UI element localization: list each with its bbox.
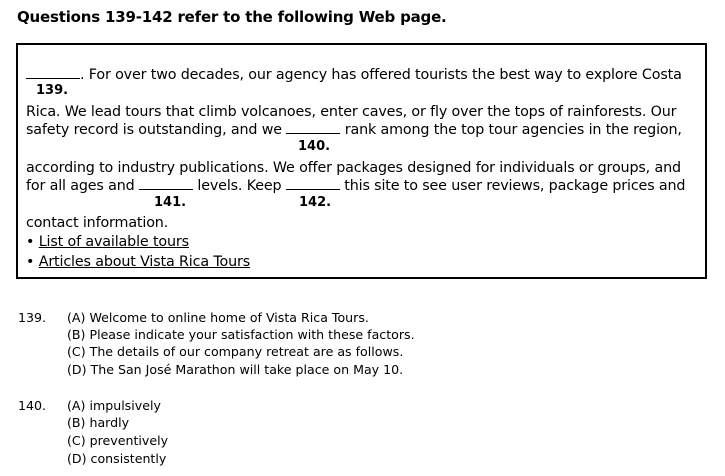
blank-139 (26, 66, 80, 79)
option-139-c: (C) The details of our company retreat are as follows. (67, 344, 404, 359)
passage-line-6: contact information. (26, 215, 169, 231)
option-140-a: (A) impulsively (67, 398, 161, 413)
passage-line-4: according to industry publications. We offer packages designed for individuals or groups, and (26, 160, 681, 176)
link-available-tours[interactable]: List of available tours (38, 234, 189, 250)
section-heading: Questions 139-142 refer to the following Web page. (17, 8, 447, 26)
link-item (26, 253, 250, 271)
blank-number-140: 140. (298, 139, 331, 154)
passage-text: rank among the top tour agencies in the region, (344, 122, 682, 138)
question-number-140: 140. (18, 398, 47, 413)
blank-number-139: 139. (36, 83, 69, 98)
bullet: • (26, 254, 35, 270)
option-140-d: (D) consistently (67, 451, 167, 466)
blank-140 (286, 121, 340, 134)
option-140-c: (C) preventively (67, 433, 169, 448)
passage-text: safety record is outstanding, and we (26, 122, 282, 138)
option-140-b: (B) hardly (67, 415, 130, 430)
blank-142 (286, 177, 340, 190)
bullet: • (26, 234, 35, 250)
option-139-d: (D) The San José Marathon will take place on May 10. (67, 362, 404, 377)
passage-text: . For over two decades, our agency has offered tourists the best way to explore Costa (80, 67, 682, 83)
question-number-139: 139. (18, 310, 47, 325)
passage-line-1 (26, 66, 682, 84)
option-139-a: (A) Welcome to online home of Vista Rica Tours. (67, 310, 369, 325)
passage-line-2: Rica. We lead tours that climb volcanoes, enter caves, or fly over the tops of rainforests. Our (26, 104, 677, 120)
passage-text: this site to see user reviews, package prices and (344, 178, 686, 194)
blank-number-142: 142. (299, 195, 332, 210)
passage-text: levels. Keep (197, 178, 282, 194)
link-item (26, 233, 189, 251)
passage-text: for all ages and (26, 178, 135, 194)
blank-141 (139, 177, 193, 190)
option-139-b: (B) Please indicate your satisfaction with these factors. (67, 327, 415, 342)
blank-number-141: 141. (154, 195, 187, 210)
passage-line-3 (26, 121, 682, 139)
link-articles-vista-rica[interactable]: Articles about Vista Rica Tours (38, 254, 251, 270)
passage-line-5 (26, 177, 685, 195)
